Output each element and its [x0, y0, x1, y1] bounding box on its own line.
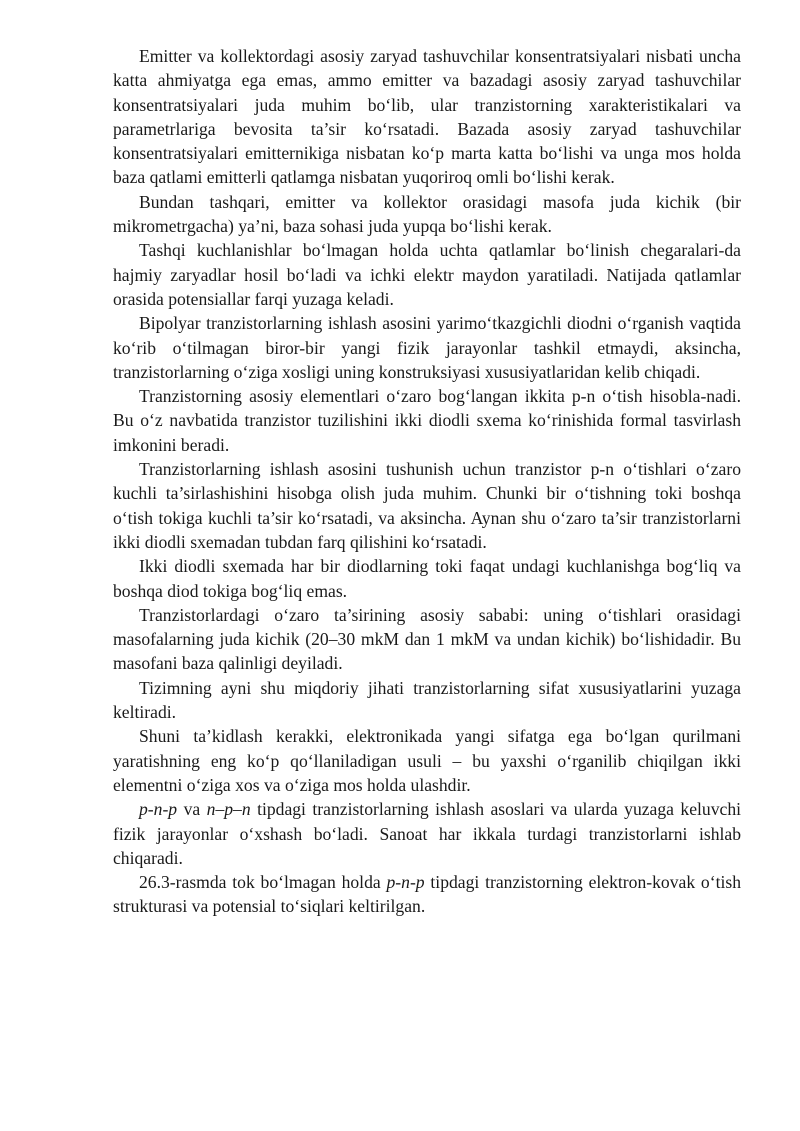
paragraph-12-start: 26.3-rasmda tok bo‘lmagan holda — [139, 872, 387, 893]
conjunction: va — [177, 799, 207, 820]
paragraph-8: Tranzistorlardagi o‘zaro ta’sirining asosiy sababi: uning o‘tishlari orasidagi masofalarning juda kichik (20–30 mkM dan 1 mkM va undan kichik) bo‘lishidadir. Bu masofani baza qalinligi deyiladi. — [113, 604, 741, 674]
term-npn: n–p–n — [206, 799, 251, 820]
paragraph-9: Tizimning ayni shu miqdoriy jihati tranzistorlarning sifat xususiyatlarini yuzaga keltiradi. — [113, 677, 741, 723]
paragraph-1: Emitter va kollektordagi asosiy zaryad tashuvchilar konsentratsiyalari nisbati uncha katta ahmiyatga ega emas, ammo emitter va bazadagi asosiy zaryad tashuvchilar konsentratsiyalari juda muhim bo‘lib, ular tranzistorning xarakteristikalari va parametrlariga bevosita ta’sir ko‘rsatadi. Bazada asosiy zaryad tashuvchilar konsentratsiyalari emitternikiga nisbatan ko‘p marta katta bo‘lishi va unga mos holda baza qatlami emitterli qatlamga nisbatan yuqoriroq omli bo‘lishi kerak. — [113, 46, 741, 188]
paragraph-2: Bundan tashqari, emitter va kollektor orasidagi masofa juda kichik (bir mikrometrgacha) ya’ni, baza sohasi juda yupqa bo‘lishi kerak. — [113, 191, 741, 237]
paragraph-3: Tashqi kuchlanishlar bo‘lmagan holda uchta qatlamlar bo‘linish chegaralari-da hajmiy zaryadlar hosil bo‘ladi va ichki elektr maydon yaratiladi. Natijada qatlamlar orasida potensiallar farqi yuzaga keladi. — [113, 240, 741, 309]
paragraph-5: Tranzistorning asosiy elementlari o‘zaro bog‘langan ikkita p-n o‘tish hisobla-nadi. Bu o‘z navbatida tranzistor tuzilishini ikki diodli sxema ko‘rinishida formal tasvirlash imkonini beradi. — [113, 386, 741, 455]
paragraph-6: Tranzistorlarning ishlash asosini tushunish uchun tranzistor p-n o‘tishlari o‘zaro kuchli ta’sirlashishini hisobga olish juda muhim. Chunki bir o‘tishning toki boshqa o‘tish tokiga kuchli ta’sir ko‘rsatadi, va aksincha. Aynan shu o‘zaro ta’sir tranzistorlarni ikki diodli sxemadan tubdan farq qilishini ko‘rsatadi. — [113, 459, 741, 552]
paragraph-12-end: tipdagi tranzistorning elektron-kovak o‘tish strukturasi va potensial to‘siqlari keltirilgan. — [113, 872, 741, 917]
term-pnp-2: p-n-p — [386, 872, 425, 893]
paragraph-11-text: tipdagi tranzistorlarning ishlash asoslari va ularda yuzaga keluvchi fizik jarayonlar o‘xshash bo‘ladi. Sanoat har ikkala turdagi tranzistorlarni ishlab chiqaradi. — [113, 799, 742, 868]
paragraph-10: Shuni ta’kidlash kerakki, elektronikada yangi sifatga ega bo‘lgan qurilmani yaratishning eng ko‘p qo‘llaniladigan usuli – bu yaxshi o‘rganilib chiqilgan ikki elementni o‘ziga xos va o‘ziga mos holda ulashdir. — [113, 726, 741, 795]
paragraph-12 — [113, 870, 741, 919]
document-page — [113, 44, 741, 919]
paragraph-7: Ikki diodli sxemada har bir diodlarning toki faqat undagi kuchlanishga bog‘liq va boshqa diod tokiga bog‘liq emas. — [113, 556, 741, 601]
term-pnp: p-n-p — [139, 799, 178, 820]
paragraph-11 — [113, 797, 741, 870]
paragraph-4: Bipolyar tranzistorlarning ishlash asosini yarimo‘tkazgichli diodni o‘rganish vaqtida ko‘rib o‘tilmagan biror-bir yangi fizik jarayonlar tashkil etmaydi, aksincha, tranzistorlarning o‘ziga xosligi uning konstruksiyasi xususiyatlaridan kelib chiqadi. — [113, 313, 741, 382]
